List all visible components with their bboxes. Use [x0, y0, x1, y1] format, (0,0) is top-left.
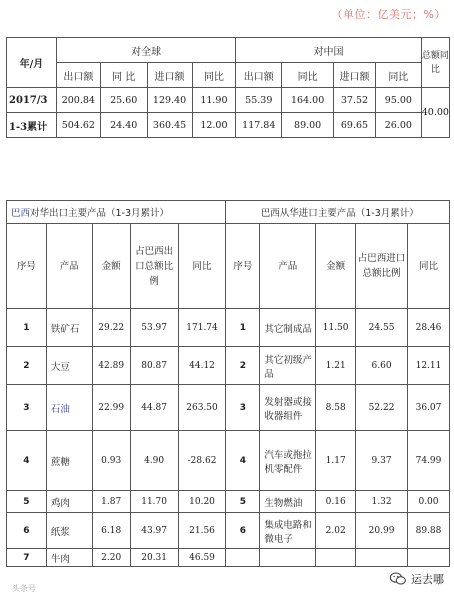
yoy-cell: 0.00	[408, 491, 450, 513]
share-cell: 44.87	[130, 385, 178, 431]
index-cell: 6	[226, 513, 260, 549]
amount-cell: 0.93	[92, 431, 130, 491]
import-product-cell: 其它初级产品	[260, 347, 316, 385]
export-product-cell: 纸浆	[46, 513, 92, 549]
total-yoy-value: 40.00	[421, 88, 449, 138]
col-header: 进口额	[147, 63, 192, 88]
amount-cell: 2.20	[92, 549, 130, 567]
col-header: 同比	[192, 63, 236, 88]
yoy-cell: 10.20	[178, 491, 226, 513]
yoy-cell: 12.11	[408, 347, 450, 385]
index-cell: 7	[7, 549, 47, 567]
cell: 95.00	[375, 88, 421, 113]
cell: 11.90	[192, 88, 236, 113]
amount-cell: 1.17	[316, 431, 356, 491]
row-header: 年/月	[7, 38, 57, 88]
amount-cell: 0.16	[316, 491, 356, 513]
watermark-left: 头条号	[12, 584, 36, 593]
import-table-title: 巴西从华进口主要产品（1-3月累计）	[226, 201, 450, 224]
amount-cell: 29.22	[92, 309, 130, 347]
yoy-cell: 263.50	[178, 385, 226, 431]
table-row	[7, 113, 450, 138]
yoy-cell: 171.74	[178, 309, 226, 347]
amount-cell: 6.18	[92, 513, 130, 549]
export-product-cell: 石油	[46, 385, 92, 431]
yoy-cell: 74.99	[408, 431, 450, 491]
yoy-cell: 89.88	[408, 513, 450, 549]
share-cell: 9.37	[356, 431, 408, 491]
row-label: 2017/3	[7, 88, 57, 113]
cell: 69.65	[334, 113, 376, 138]
cell: 26.00	[375, 113, 421, 138]
export-product-cell: 鸡肉	[46, 491, 92, 513]
cell: 55.39	[236, 88, 282, 113]
index-header: 序号	[7, 224, 47, 309]
export-product-cell: 蔗糖	[46, 431, 92, 491]
table-row	[7, 309, 450, 347]
watermark-right	[389, 571, 444, 587]
unit-note: （单位：亿美元；%）	[331, 8, 446, 21]
index-cell: 2	[226, 347, 260, 385]
import-product-cell	[260, 549, 316, 567]
cell: 24.40	[100, 113, 147, 138]
amount-cell: 8.58	[316, 385, 356, 431]
watermark-right-text: 运去哪	[411, 573, 444, 586]
row-label: 1-3累计	[7, 113, 57, 138]
yoy-header: 同比	[408, 224, 450, 309]
amount-cell: 42.89	[92, 347, 130, 385]
index-cell: 3	[7, 385, 47, 431]
index-cell: 4	[226, 431, 260, 491]
table-row	[7, 347, 450, 385]
amount-cell: 1.87	[92, 491, 130, 513]
trade-summary-table	[6, 37, 450, 138]
table-row	[7, 549, 450, 567]
import-share-header: 占巴西进口总额比例	[356, 224, 408, 309]
amount-cell: 11.50	[316, 309, 356, 347]
total-yoy-header: 总额同比	[421, 38, 449, 88]
amount-cell: 1.21	[316, 347, 356, 385]
index-cell: 1	[226, 309, 260, 347]
share-cell: 1.32	[356, 491, 408, 513]
table-row	[7, 88, 450, 113]
yoy-cell: -28.62	[178, 431, 226, 491]
products-table-body	[7, 309, 450, 567]
amount-cell: 2.02	[316, 513, 356, 549]
export-table-title: 巴西对华出口主要产品（1-3月累计）	[7, 201, 226, 224]
cell: 129.40	[147, 88, 192, 113]
products-table	[6, 200, 450, 567]
index-cell	[226, 549, 260, 567]
global-group-header: 对全球	[56, 38, 235, 63]
share-cell: 20.31	[130, 549, 178, 567]
yoy-cell: 36.07	[408, 385, 450, 431]
cell: 89.00	[282, 113, 334, 138]
cell: 200.84	[56, 88, 100, 113]
share-cell: 11.70	[130, 491, 178, 513]
index-cell: 6	[7, 513, 47, 549]
cell: 360.45	[147, 113, 192, 138]
col-header: 同 比	[100, 63, 147, 88]
cell: 25.60	[100, 88, 147, 113]
index-cell: 5	[7, 491, 47, 513]
share-cell: 80.87	[130, 347, 178, 385]
share-cell	[356, 549, 408, 567]
amount-header: 金额	[316, 224, 356, 309]
export-product-cell: 铁矿石	[46, 309, 92, 347]
export-product-cell: 大豆	[46, 347, 92, 385]
import-product-cell: 生物燃油	[260, 491, 316, 513]
col-header: 同比	[282, 63, 334, 88]
table-row	[7, 491, 450, 513]
amount-header: 金额	[92, 224, 130, 309]
yoy-cell: 21.56	[178, 513, 226, 549]
share-cell: 43.97	[130, 513, 178, 549]
import-product-cell: 集成电路和微电子	[260, 513, 316, 549]
cell: 164.00	[282, 88, 334, 113]
share-cell: 53.97	[130, 309, 178, 347]
share-cell: 24.55	[356, 309, 408, 347]
table-row	[7, 431, 450, 491]
index-cell: 2	[7, 347, 47, 385]
share-cell: 4.90	[130, 431, 178, 491]
index-cell: 5	[226, 491, 260, 513]
china-group-header: 对中国	[236, 38, 421, 63]
cell: 504.62	[56, 113, 100, 138]
cell: 117.84	[236, 113, 282, 138]
share-cell: 52.22	[356, 385, 408, 431]
col-header: 出口额	[236, 63, 282, 88]
table-row	[7, 385, 450, 431]
share-cell: 20.99	[356, 513, 408, 549]
yoy-cell: 28.46	[408, 309, 450, 347]
amount-cell	[316, 549, 356, 567]
index-cell: 4	[7, 431, 47, 491]
wechat-icon	[389, 572, 407, 586]
col-header: 同比	[375, 63, 421, 88]
yoy-cell	[408, 549, 450, 567]
table-row	[7, 513, 450, 549]
index-cell: 3	[226, 385, 260, 431]
product-header: 产品	[260, 224, 316, 309]
index-cell: 1	[7, 309, 47, 347]
export-share-header: 占巴西出口总额比例	[130, 224, 178, 309]
export-product-cell: 牛肉	[46, 549, 92, 567]
col-header: 进口额	[334, 63, 376, 88]
import-product-cell: 发射器或接收器组件	[260, 385, 316, 431]
cell: 37.52	[334, 88, 376, 113]
yoy-cell: 44.12	[178, 347, 226, 385]
import-product-cell: 汽车或拖拉机零配件	[260, 431, 316, 491]
product-header: 产品	[46, 224, 92, 309]
yoy-cell: 46.59	[178, 549, 226, 567]
amount-cell: 22.99	[92, 385, 130, 431]
index-header: 序号	[226, 224, 260, 309]
import-product-cell: 其它制成品	[260, 309, 316, 347]
cell: 12.00	[192, 113, 236, 138]
col-header: 出口额	[56, 63, 100, 88]
yoy-header: 同比	[178, 224, 226, 309]
share-cell: 6.60	[356, 347, 408, 385]
